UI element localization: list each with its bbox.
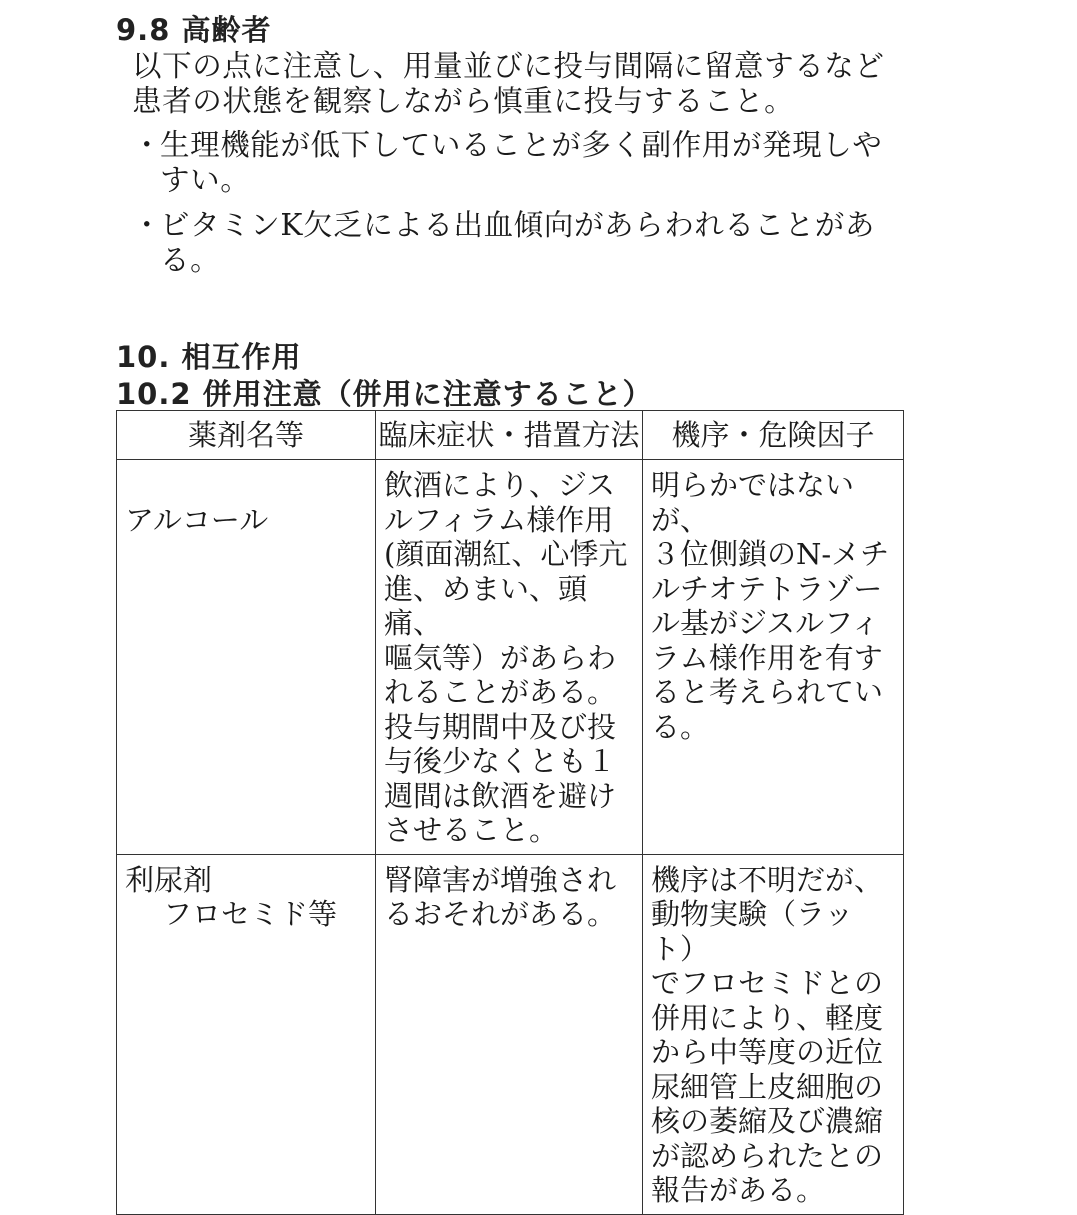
table-row [117, 854, 904, 1214]
table-row [117, 460, 904, 855]
bullet-marker: ・ [132, 128, 162, 162]
interaction-table [116, 410, 904, 1215]
section-heading-9-8: 9.8 高齢者 [116, 13, 272, 47]
drug-example: フロセミド等 [163, 897, 338, 931]
section-heading-10: 10. 相互作用 [116, 340, 302, 374]
bullet-text: 生理機能が低下していることが多く副作用が発現しや [160, 128, 883, 162]
cell-drug [117, 854, 376, 1214]
bullet-text: すい。 [160, 163, 251, 197]
bullet-marker: ・ [132, 208, 162, 242]
cell-mechanism [643, 460, 904, 855]
header-drug-name: 薬剤名等 [117, 411, 376, 460]
symptoms-text: 腎障害が増強され るおそれがある。 [384, 862, 617, 931]
symptoms-text: 飲酒により、ジス ルフィラム様作用 (顔面潮紅、心悸亢 進、めまい、頭痛、 嘔気等）があらわ れることがある。 投与期間中及び投 与後少なくとも１ 週間は飲酒を避け させること。 [384, 468, 628, 847]
drug-name: 利尿剤 [125, 862, 213, 897]
mechanism-text: 機序は不明だが、 動物実験（ラット） でフロセミドとの 併用により、軽度 から中等度の近位 尿細管上皮細胞の 核の萎縮及び濃縮 が認められたとの 報告がある。 [651, 862, 884, 1207]
bullet-text: る。 [160, 243, 221, 277]
cell-symptoms [376, 460, 643, 855]
paragraph-line: 以下の点に注意し、用量並びに投与間隔に留意するなど [132, 49, 885, 83]
header-mechanism-risk: 機序・危険因子 [643, 411, 904, 460]
cell-drug [117, 460, 376, 855]
paragraph-line: 患者の状態を観察しながら慎重に投与すること。 [132, 84, 795, 118]
cell-symptoms [376, 854, 643, 1214]
cell-mechanism [643, 854, 904, 1214]
header-symptoms-measures: 臨床症状・措置方法 [376, 411, 643, 460]
drug-name: アルコール [125, 502, 269, 537]
section-subheading-10-2: 10.2 併用注意（併用に注意すること） [116, 377, 653, 411]
mechanism-text: 明らかではないが、 ３位側鎖のN-メチ ルチオテトラゾー ル基がジスルフィ ラム様作用を有す ると考えられてい る。 [651, 468, 890, 744]
table-header-row [117, 411, 904, 460]
bullet-text: ビタミンK欠乏による出血傾向があらわれることがあ [160, 208, 875, 242]
